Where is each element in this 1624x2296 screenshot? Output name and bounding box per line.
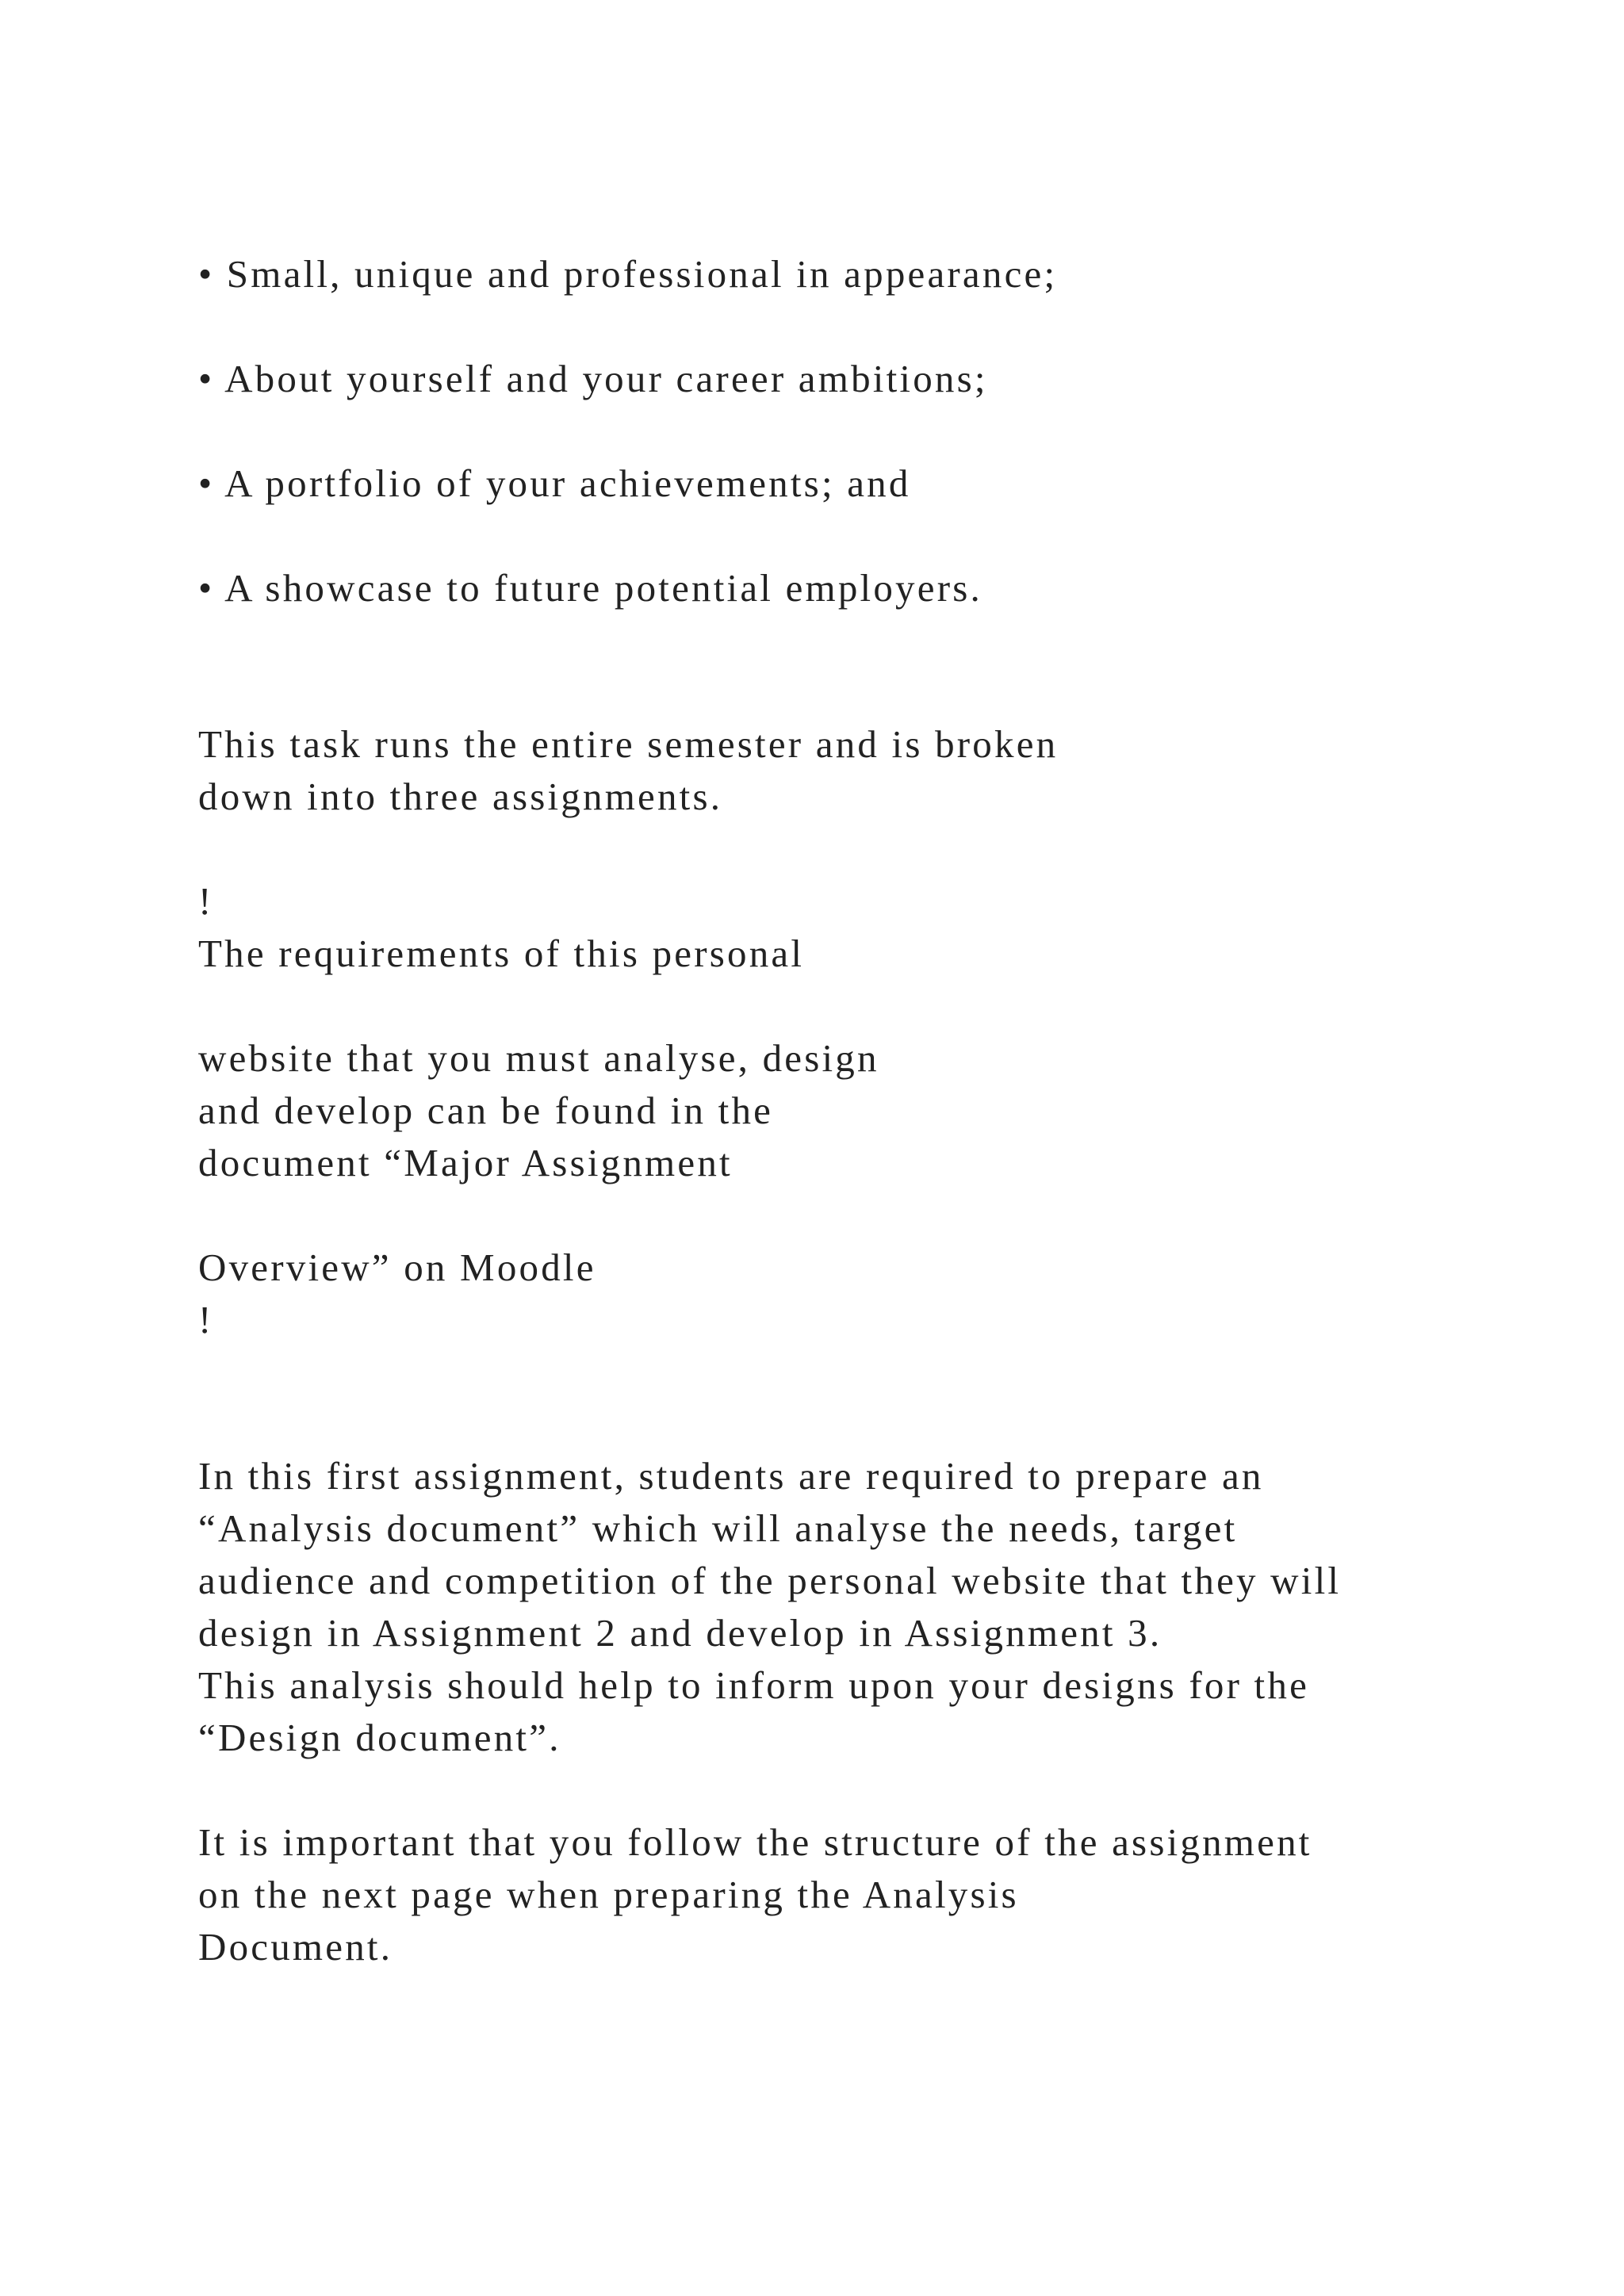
paragraph-line: down into three assignments. (198, 775, 723, 818)
callout-marker: ! (198, 1298, 214, 1341)
structure-note-paragraph (198, 1816, 1546, 1973)
bullet-item (198, 248, 1546, 300)
callout-marker: ! (198, 879, 214, 923)
paragraph-line: It is important that you follow the structure of the assignment (198, 1820, 1312, 1864)
paragraph-line: “Design document”. (198, 1716, 561, 1759)
bullet-text: • About yourself and your career ambitions; (198, 357, 988, 400)
bullet-item (198, 353, 1546, 405)
paragraph-line: This task runs the entire semester and is broken (198, 722, 1059, 766)
first-assignment-paragraph (198, 1450, 1546, 1764)
paragraph-line: audience and competition of the personal website that they will (198, 1559, 1342, 1602)
paragraph-line: design in Assignment 2 and develop in Assignment 3. (198, 1611, 1162, 1655)
callout-line: and develop can be found in the (198, 1089, 774, 1132)
paragraph-line: This analysis should help to inform upon your designs for the (198, 1663, 1310, 1707)
callout-line: document “Major Assignment (198, 1141, 733, 1184)
bullet-text: • A portfolio of your achievements; and (198, 461, 911, 505)
blank-line (198, 980, 1546, 1032)
callout-line: Overview” on Moodle (198, 1246, 596, 1289)
paragraph-line: Document. (198, 1925, 393, 1969)
callout-line: website that you must analyse, design (198, 1036, 879, 1080)
bullet-item (198, 562, 1546, 614)
paragraph-line: “Analysis document” which will analyse the needs, target (198, 1506, 1238, 1550)
bullet-item (198, 457, 1546, 510)
callout-line: The requirements of this personal (198, 932, 805, 975)
task-intro-paragraph (198, 718, 1546, 823)
callout-block (198, 875, 1546, 1346)
paragraph-line: In this first assignment, students are required to prepare an (198, 1454, 1264, 1498)
bullet-text: • A showcase to future potential employers. (198, 566, 982, 610)
blank-line (198, 1189, 1546, 1242)
paragraph-line: on the next page when preparing the Analysis (198, 1873, 1019, 1916)
bullet-text: • Small, unique and professional in appearance; (198, 252, 1058, 296)
